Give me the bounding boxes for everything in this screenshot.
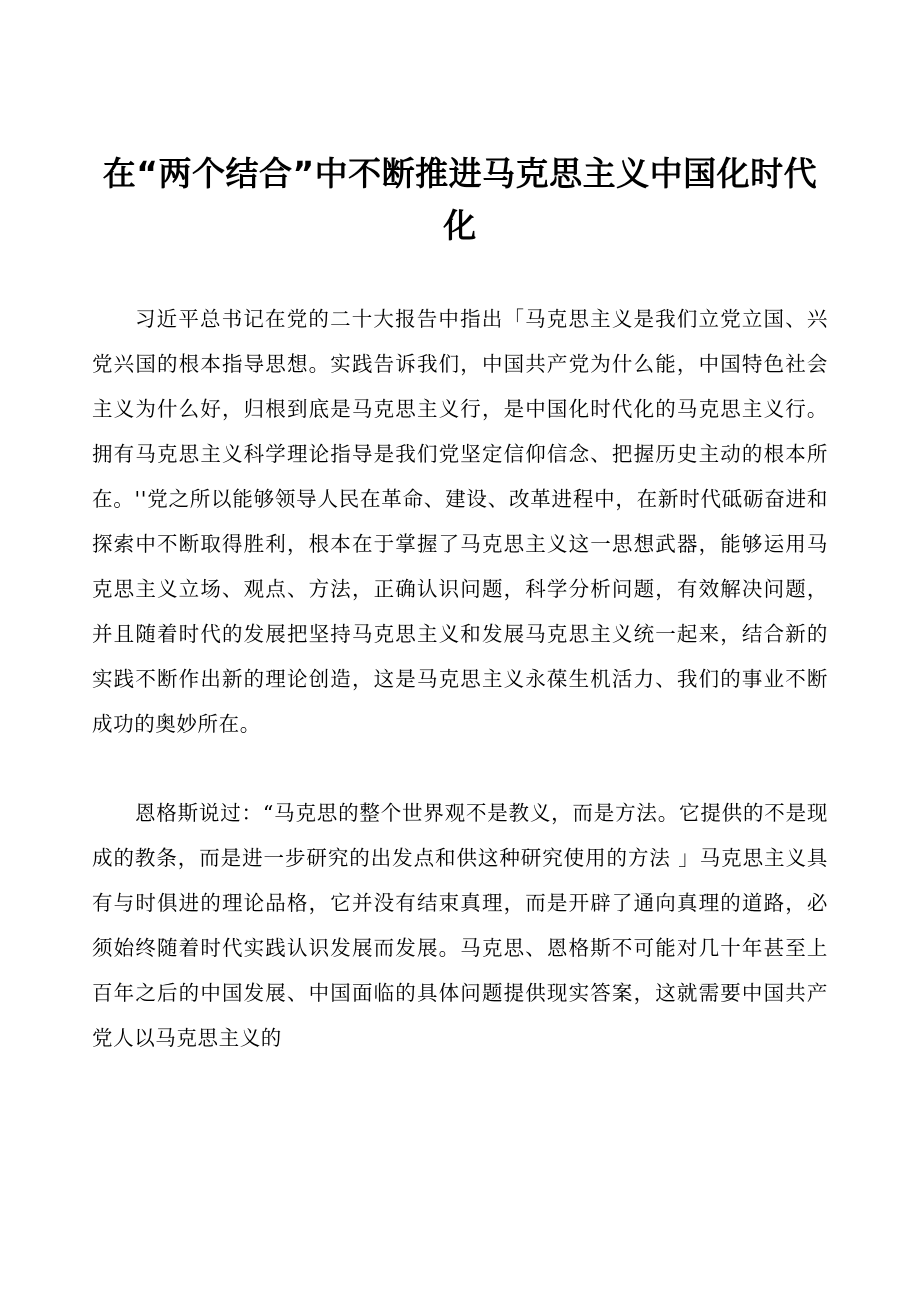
body-paragraph-2: 恩格斯说过：“马克思的整个世界观不是教义，而是方法。它提供的不是现成的教条，而是进一步研究的出发点和供这种研究使用的方法 」马克思主义具有与时俱进的理论品格，它并没有结束真理，而是开辟了通向真理的道路，必须始终随着时代实践认识发展而发展。马克思、恩格斯不可能对几十年甚至上百年之后的中国发展、中国面临的具体问题提供现实答案，这就需要中国共产党人以马克思主义的 xyxy=(92,801,828,1050)
page-title: 在“两个结合”中不断推进马克思主义中国化时代化 xyxy=(102,154,818,245)
body-paragraph-1: 习近平总书记在党的二十大报告中指出「马克思主义是我们立党立国、兴党兴国的根本指导思想。实践告诉我们，中国共产党为什么能，中国特色社会主义为什么好，归根到底是马克思主义行，是中国化时代化的马克思主义行。拥有马克思主义科学理论指导是我们党坚定信仰信念、把握历史主动的根本所在。''党之所以能够领导人民在革命、建设、改革进程中，在新时代砥砺奋进和探索中不断取得胜利，根本在于掌握了马克思主义这一思想武器，能够运用马克思主义立场、观点、方法，正确认识问题，科学分析问题，有效解决问题，并且随着时代的发展把坚持马克思主义和发展马克思主义统一起来，结合新的实践不断作出新的理论创造，这是马克思主义永葆生机活力、我们的事业不断成功的奥妙所在。 xyxy=(92,307,828,736)
